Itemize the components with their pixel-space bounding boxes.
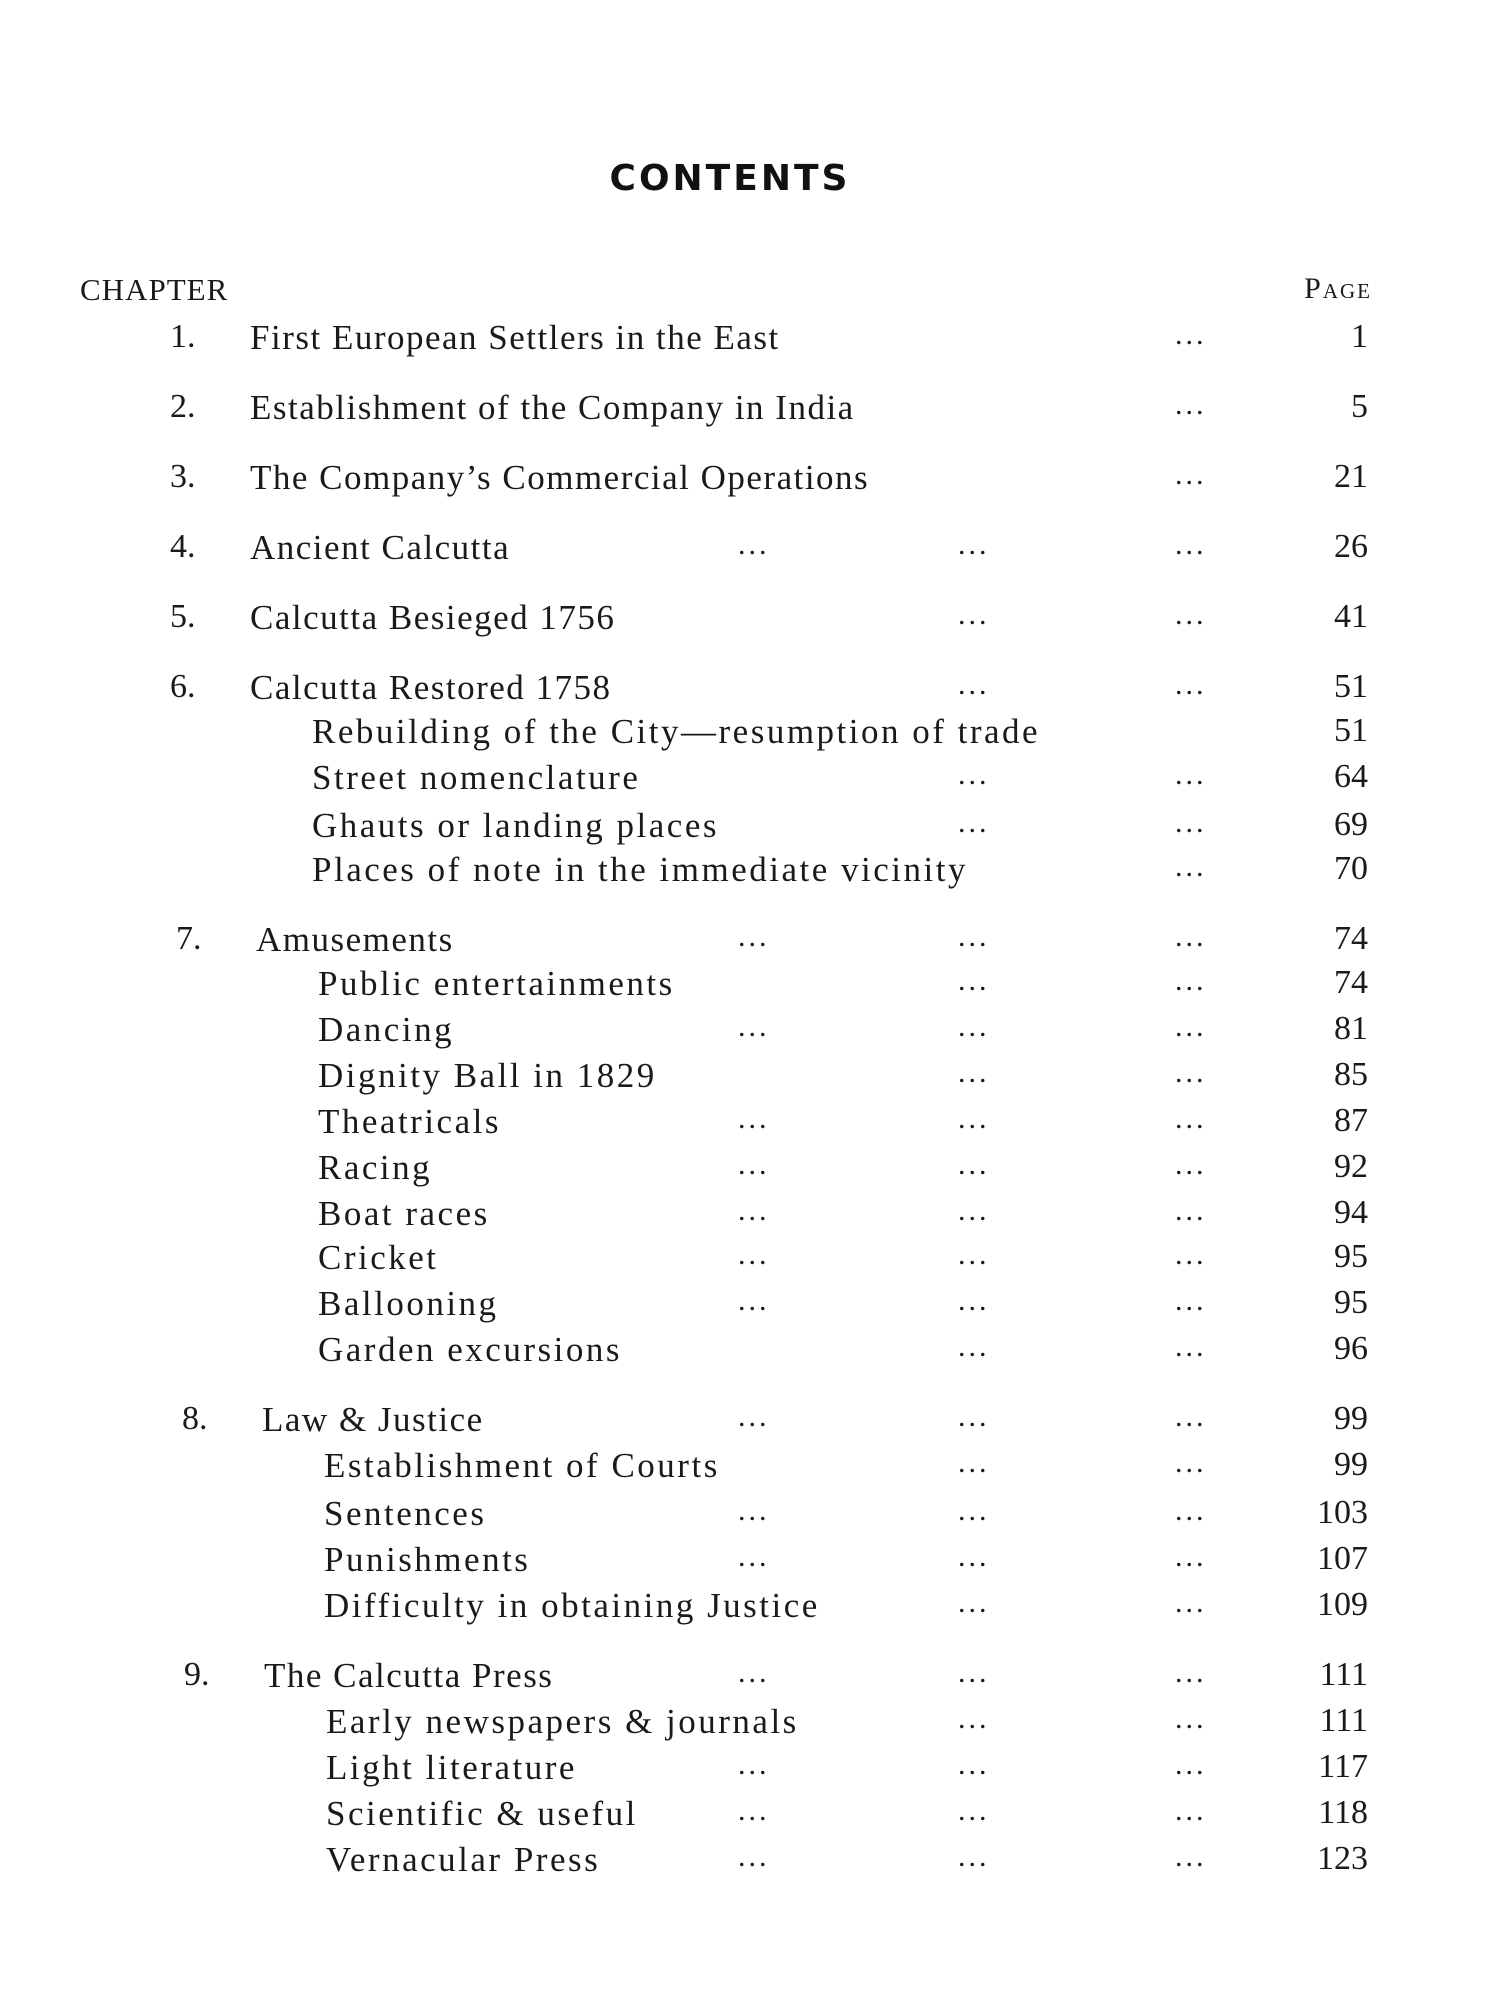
dot-leader: ... bbox=[958, 1330, 990, 1363]
dot-leader: ... bbox=[958, 1586, 990, 1619]
toc-chapter-row bbox=[0, 920, 1500, 964]
toc-chapter-row bbox=[0, 458, 1500, 502]
chapter-number: 6. bbox=[170, 668, 196, 705]
chapter-title: The Calcutta Press bbox=[264, 1656, 554, 1695]
toc-section-row bbox=[0, 1330, 1500, 1374]
section-title: Places of note in the immediate vicinity bbox=[312, 850, 968, 889]
page-number: 103 bbox=[1317, 1494, 1368, 1531]
chapter-title: Law & Justice bbox=[262, 1400, 484, 1439]
dot-leader: ... bbox=[738, 1238, 770, 1271]
toc-section-row bbox=[0, 1010, 1500, 1054]
chapter-number: 8. bbox=[182, 1400, 208, 1437]
page-number: 95 bbox=[1334, 1238, 1368, 1275]
dot-leader: ... bbox=[1175, 1102, 1207, 1135]
toc-section-row bbox=[0, 1056, 1500, 1100]
chapter-title: Ancient Calcutta bbox=[250, 528, 511, 567]
chapter-number: 4. bbox=[170, 528, 196, 565]
dot-leader: ... bbox=[1175, 920, 1207, 953]
dot-leader: ... bbox=[958, 920, 990, 953]
page-number: 69 bbox=[1334, 806, 1368, 843]
page-number: 5 bbox=[1351, 388, 1368, 425]
toc-section-row bbox=[0, 758, 1500, 802]
toc-chapter-row bbox=[0, 668, 1500, 712]
toc-section-row bbox=[0, 1102, 1500, 1146]
page-number: 87 bbox=[1334, 1102, 1368, 1139]
section-title: Sentences bbox=[324, 1494, 487, 1533]
dot-leader: ... bbox=[1175, 1148, 1207, 1181]
page-number: 74 bbox=[1334, 964, 1368, 1001]
page-number: 96 bbox=[1334, 1330, 1368, 1367]
chapter-title: Establishment of the Company in India bbox=[250, 388, 855, 427]
toc-section-row bbox=[0, 1702, 1500, 1746]
dot-leader: ... bbox=[958, 806, 990, 839]
page-number: 85 bbox=[1334, 1056, 1368, 1093]
dot-leader: ... bbox=[958, 1194, 990, 1227]
page-number: 99 bbox=[1334, 1446, 1368, 1483]
page-number: 41 bbox=[1334, 598, 1368, 635]
section-title: Theatricals bbox=[318, 1102, 501, 1141]
dot-leader: ... bbox=[1175, 806, 1207, 839]
dot-leader: ... bbox=[958, 1284, 990, 1317]
section-title: Dancing bbox=[318, 1010, 455, 1049]
dot-leader: ... bbox=[958, 1656, 990, 1689]
dot-leader: ... bbox=[738, 528, 770, 561]
section-title: Boat races bbox=[318, 1194, 490, 1233]
page-number: 95 bbox=[1334, 1284, 1368, 1321]
page-number: 1 bbox=[1351, 318, 1368, 355]
toc-chapter-row bbox=[0, 528, 1500, 572]
dot-leader: ... bbox=[958, 1748, 990, 1781]
page-title: CONTENTS bbox=[609, 158, 851, 199]
toc-chapter-row bbox=[0, 1400, 1500, 1444]
page-number: 51 bbox=[1334, 712, 1368, 749]
dot-leader: ... bbox=[958, 668, 990, 701]
toc-section-row bbox=[0, 964, 1500, 1008]
toc-chapter-row bbox=[0, 1656, 1500, 1700]
dot-leader: ... bbox=[1175, 1748, 1207, 1781]
page-number: 92 bbox=[1334, 1148, 1368, 1185]
dot-leader: ... bbox=[738, 1148, 770, 1181]
chapter-title: The Company’s Commercial Operations bbox=[250, 458, 870, 497]
toc-section-row bbox=[0, 712, 1500, 756]
chapter-number: 7. bbox=[176, 920, 202, 957]
toc-chapter-row bbox=[0, 388, 1500, 432]
dot-leader: ... bbox=[958, 528, 990, 561]
toc-section-row bbox=[0, 850, 1500, 894]
dot-leader: ... bbox=[958, 1010, 990, 1043]
toc-section-row bbox=[0, 1194, 1500, 1238]
page-number: 94 bbox=[1334, 1194, 1368, 1231]
dot-leader: ... bbox=[1175, 1010, 1207, 1043]
section-title: Garden excursions bbox=[318, 1330, 622, 1369]
section-title: Early newspapers & journals bbox=[326, 1702, 799, 1741]
section-title: Racing bbox=[318, 1148, 433, 1187]
toc-chapter-row bbox=[0, 318, 1500, 362]
dot-leader: ... bbox=[1175, 528, 1207, 561]
dot-leader: ... bbox=[1175, 1194, 1207, 1227]
toc-section-row bbox=[0, 1794, 1500, 1838]
dot-leader: ... bbox=[1175, 1400, 1207, 1433]
dot-leader: ... bbox=[958, 1102, 990, 1135]
toc-section-row bbox=[0, 1284, 1500, 1328]
chapter-title: Calcutta Besieged 1756 bbox=[250, 598, 616, 637]
section-title: Street nomenclature bbox=[312, 758, 641, 797]
toc-section-row bbox=[0, 1748, 1500, 1792]
section-title: Rebuilding of the City—resumption of trade bbox=[312, 712, 1041, 751]
chapter-number: 5. bbox=[170, 598, 196, 635]
dot-leader: ... bbox=[958, 1400, 990, 1433]
section-title: Ballooning bbox=[318, 1284, 499, 1323]
chapter-number: 1. bbox=[170, 318, 196, 355]
page-number: 26 bbox=[1334, 528, 1368, 565]
dot-leader: ... bbox=[1175, 388, 1207, 421]
dot-leader: ... bbox=[738, 1656, 770, 1689]
dot-leader: ... bbox=[1175, 1330, 1207, 1363]
section-title: Dignity Ball in 1829 bbox=[318, 1056, 657, 1095]
page-number: 123 bbox=[1317, 1840, 1368, 1877]
dot-leader: ... bbox=[738, 1794, 770, 1827]
page-number: 51 bbox=[1334, 668, 1368, 705]
dot-leader: ... bbox=[958, 964, 990, 997]
chapter-title: Calcutta Restored 1758 bbox=[250, 668, 612, 707]
page-column-header: Page bbox=[1304, 272, 1372, 305]
page-number: 118 bbox=[1318, 1794, 1368, 1831]
page-number: 99 bbox=[1334, 1400, 1368, 1437]
dot-leader: ... bbox=[958, 1238, 990, 1271]
toc-section-row bbox=[0, 1238, 1500, 1282]
dot-leader: ... bbox=[738, 920, 770, 953]
chapter-number: 9. bbox=[184, 1656, 210, 1693]
dot-leader: ... bbox=[738, 1840, 770, 1873]
toc-section-row bbox=[0, 1840, 1500, 1884]
dot-leader: ... bbox=[958, 1702, 990, 1735]
dot-leader: ... bbox=[1175, 1284, 1207, 1317]
dot-leader: ... bbox=[1175, 850, 1207, 883]
chapter-number: 3. bbox=[170, 458, 196, 495]
dot-leader: ... bbox=[1175, 758, 1207, 791]
dot-leader: ... bbox=[1175, 1238, 1207, 1271]
page-number: 111 bbox=[1319, 1656, 1368, 1693]
toc-chapter-row bbox=[0, 598, 1500, 642]
dot-leader: ... bbox=[958, 758, 990, 791]
dot-leader: ... bbox=[738, 1284, 770, 1317]
section-title: Difficulty in obtaining Justice bbox=[324, 1586, 820, 1625]
dot-leader: ... bbox=[1175, 598, 1207, 631]
dot-leader: ... bbox=[958, 1494, 990, 1527]
dot-leader: ... bbox=[1175, 1794, 1207, 1827]
dot-leader: ... bbox=[738, 1010, 770, 1043]
toc-section-row bbox=[0, 1446, 1500, 1490]
chapter-title: First European Settlers in the East bbox=[250, 318, 780, 357]
dot-leader: ... bbox=[738, 1540, 770, 1573]
dot-leader: ... bbox=[1175, 1540, 1207, 1573]
dot-leader: ... bbox=[738, 1748, 770, 1781]
toc-section-row bbox=[0, 1494, 1500, 1538]
section-title: Public entertainments bbox=[318, 964, 675, 1003]
page-number: 107 bbox=[1317, 1540, 1368, 1577]
dot-leader: ... bbox=[1175, 1056, 1207, 1089]
chapter-title: Amusements bbox=[256, 920, 454, 959]
section-title: Cricket bbox=[318, 1238, 439, 1277]
dot-leader: ... bbox=[738, 1400, 770, 1433]
dot-leader: ... bbox=[958, 1446, 990, 1479]
dot-leader: ... bbox=[738, 1102, 770, 1135]
section-title: Establishment of Courts bbox=[324, 1446, 720, 1485]
section-title: Scientific & useful bbox=[326, 1794, 638, 1833]
dot-leader: ... bbox=[738, 1194, 770, 1227]
section-title: Light literature bbox=[326, 1748, 577, 1787]
dot-leader: ... bbox=[1175, 964, 1207, 997]
page-number: 70 bbox=[1334, 850, 1368, 887]
dot-leader: ... bbox=[1175, 458, 1207, 491]
page-number: 81 bbox=[1334, 1010, 1368, 1047]
section-title: Ghauts or landing places bbox=[312, 806, 719, 845]
dot-leader: ... bbox=[1175, 1446, 1207, 1479]
page-number: 74 bbox=[1334, 920, 1368, 957]
dot-leader: ... bbox=[1175, 1494, 1207, 1527]
page-number: 21 bbox=[1334, 458, 1368, 495]
dot-leader: ... bbox=[1175, 1840, 1207, 1873]
chapter-column-header: CHAPTER bbox=[80, 272, 229, 307]
toc-section-row bbox=[0, 1148, 1500, 1192]
dot-leader: ... bbox=[958, 1794, 990, 1827]
chapter-number: 2. bbox=[170, 388, 196, 425]
dot-leader: ... bbox=[958, 1056, 990, 1089]
dot-leader: ... bbox=[1175, 1586, 1207, 1619]
toc-section-row bbox=[0, 806, 1500, 850]
dot-leader: ... bbox=[958, 1840, 990, 1873]
dot-leader: ... bbox=[738, 1494, 770, 1527]
dot-leader: ... bbox=[958, 598, 990, 631]
page-number: 111 bbox=[1319, 1702, 1368, 1739]
section-title: Punishments bbox=[324, 1540, 531, 1579]
dot-leader: ... bbox=[958, 1148, 990, 1181]
dot-leader: ... bbox=[1175, 668, 1207, 701]
dot-leader: ... bbox=[958, 1540, 990, 1573]
dot-leader: ... bbox=[1175, 1656, 1207, 1689]
dot-leader: ... bbox=[1175, 1702, 1207, 1735]
section-title: Vernacular Press bbox=[326, 1840, 601, 1879]
toc-section-row bbox=[0, 1586, 1500, 1630]
page-number: 109 bbox=[1317, 1586, 1368, 1623]
dot-leader: ... bbox=[1175, 318, 1207, 351]
page-number: 117 bbox=[1318, 1748, 1368, 1785]
toc-section-row bbox=[0, 1540, 1500, 1584]
page-number: 64 bbox=[1334, 758, 1368, 795]
